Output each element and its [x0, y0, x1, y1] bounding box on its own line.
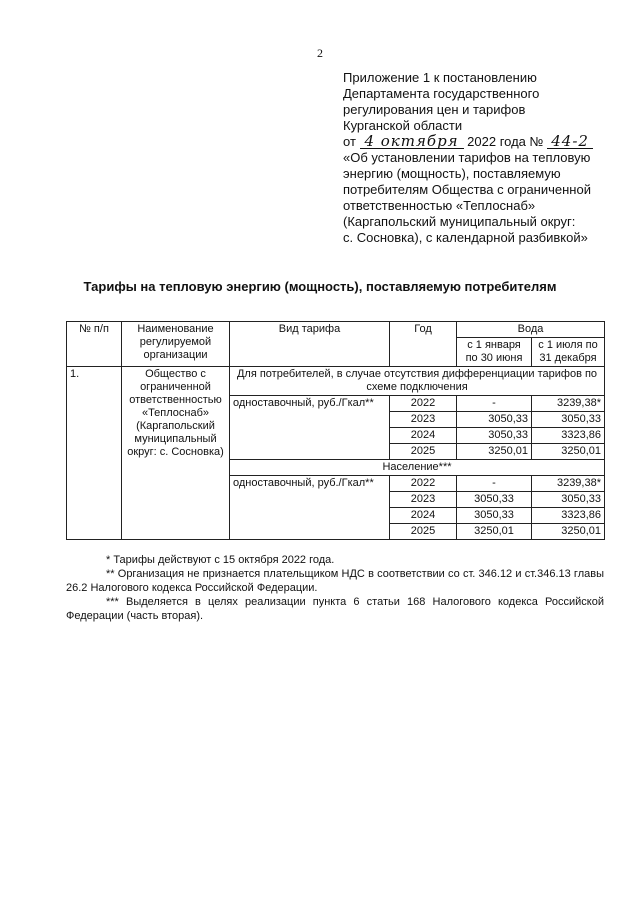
footnote: * Тарифы действуют с 15 октября 2022 года. — [106, 554, 335, 566]
table-header-row — [67, 322, 605, 338]
value-h2: 3239,38* — [532, 476, 605, 492]
appendix-line: регулирования цен и тарифов — [343, 102, 526, 117]
footnote: *** Выделяется в целях реализации пункта 6 статьи 168 Налогового кодекса Российской Федерации (часть вторая). — [66, 596, 604, 622]
year-cell: 2023 — [390, 492, 457, 508]
value-h2: 3239,38* — [532, 396, 605, 412]
appendix-subject-line: ответственностью «Теплоснаб» — [343, 198, 536, 213]
header-num: № п/п — [67, 322, 122, 367]
row-number: 1. — [67, 367, 122, 540]
table-row — [67, 367, 605, 396]
value-h1: 3250,01 — [457, 524, 532, 540]
appendix-line: Департамента государственного — [343, 86, 540, 101]
date-prefix: от — [343, 134, 356, 149]
value-h2: 3250,01 — [532, 444, 605, 460]
value-h2: 3050,33 — [532, 492, 605, 508]
appendix-subject-line: «Об установлении тарифов на тепловую — [343, 150, 591, 165]
appendix-header — [343, 70, 633, 246]
value-h1: - — [457, 396, 532, 412]
header-water: Вода — [457, 322, 605, 338]
footnotes — [66, 553, 604, 623]
value-h2: 3050,33 — [532, 412, 605, 428]
header-year: Год — [390, 322, 457, 367]
page-number: 2 — [317, 46, 323, 60]
appendix-subject-line: с. Сосновка), с календарной разбивкой» — [343, 230, 588, 245]
footnote: ** Организация не признается плательщиком НДС в соответствии со ст. 346.12 и ст.346.13 главы 26.2 Налогового кодекса Российской Федерации. — [66, 568, 604, 594]
year-cell: 2025 — [390, 444, 457, 460]
document-title: Тарифы на тепловую энергию (мощность), поставляемую потребителям — [83, 279, 557, 294]
value-h2: 3323,86 — [532, 508, 605, 524]
header-period-1: с 1 января по 30 июня — [457, 338, 532, 367]
tariff-table — [66, 321, 605, 540]
year-cell: 2022 — [390, 396, 457, 412]
value-h1: 3050,33 — [457, 508, 532, 524]
value-h1: 3250,01 — [457, 444, 532, 460]
year-cell: 2025 — [390, 524, 457, 540]
header-period-2: с 1 июля по 31 декабря — [532, 338, 605, 367]
group-caption: Население*** — [230, 460, 605, 476]
value-h1: 3050,33 — [457, 492, 532, 508]
value-h2: 3323,86 — [532, 428, 605, 444]
group-caption: Для потребителей, в случае отсутствия дифференциации тарифов по схеме подключения — [230, 367, 605, 396]
year-cell: 2024 — [390, 428, 457, 444]
appendix-subject-line: (Каргапольский муниципальный округ: — [343, 214, 576, 229]
year-cell: 2022 — [390, 476, 457, 492]
tariff-type-cell: одноставочный, руб./Гкал** — [230, 476, 390, 540]
appendix-subject-line: потребителям Общества с ограниченной — [343, 182, 591, 197]
handwritten-date: 4 октября — [360, 134, 464, 149]
value-h1: 3050,33 — [457, 412, 532, 428]
organization-name: Общество с ограниченной ответственностью «Теплоснаб» (Каргапольский муниципальный округ: с. Сосновка) — [122, 367, 230, 540]
appendix-subject-line: энергию (мощность), поставляемую — [343, 166, 561, 181]
value-h1: 3050,33 — [457, 428, 532, 444]
year-cell: 2023 — [390, 412, 457, 428]
year-cell: 2024 — [390, 508, 457, 524]
handwritten-number: 44-2 — [547, 134, 593, 149]
appendix-line: Приложение 1 к постановлению — [343, 70, 537, 85]
appendix-date-line — [343, 134, 633, 150]
date-suffix: 2022 года № — [467, 134, 544, 149]
appendix-line: Курганской области — [343, 118, 463, 133]
value-h2: 3250,01 — [532, 524, 605, 540]
tariff-type-cell: одноставочный, руб./Гкал** — [230, 396, 390, 460]
header-tariff-type: Вид тарифа — [230, 322, 390, 367]
header-organization: Наименование регулируемой организации — [122, 322, 230, 367]
value-h1: - — [457, 476, 532, 492]
